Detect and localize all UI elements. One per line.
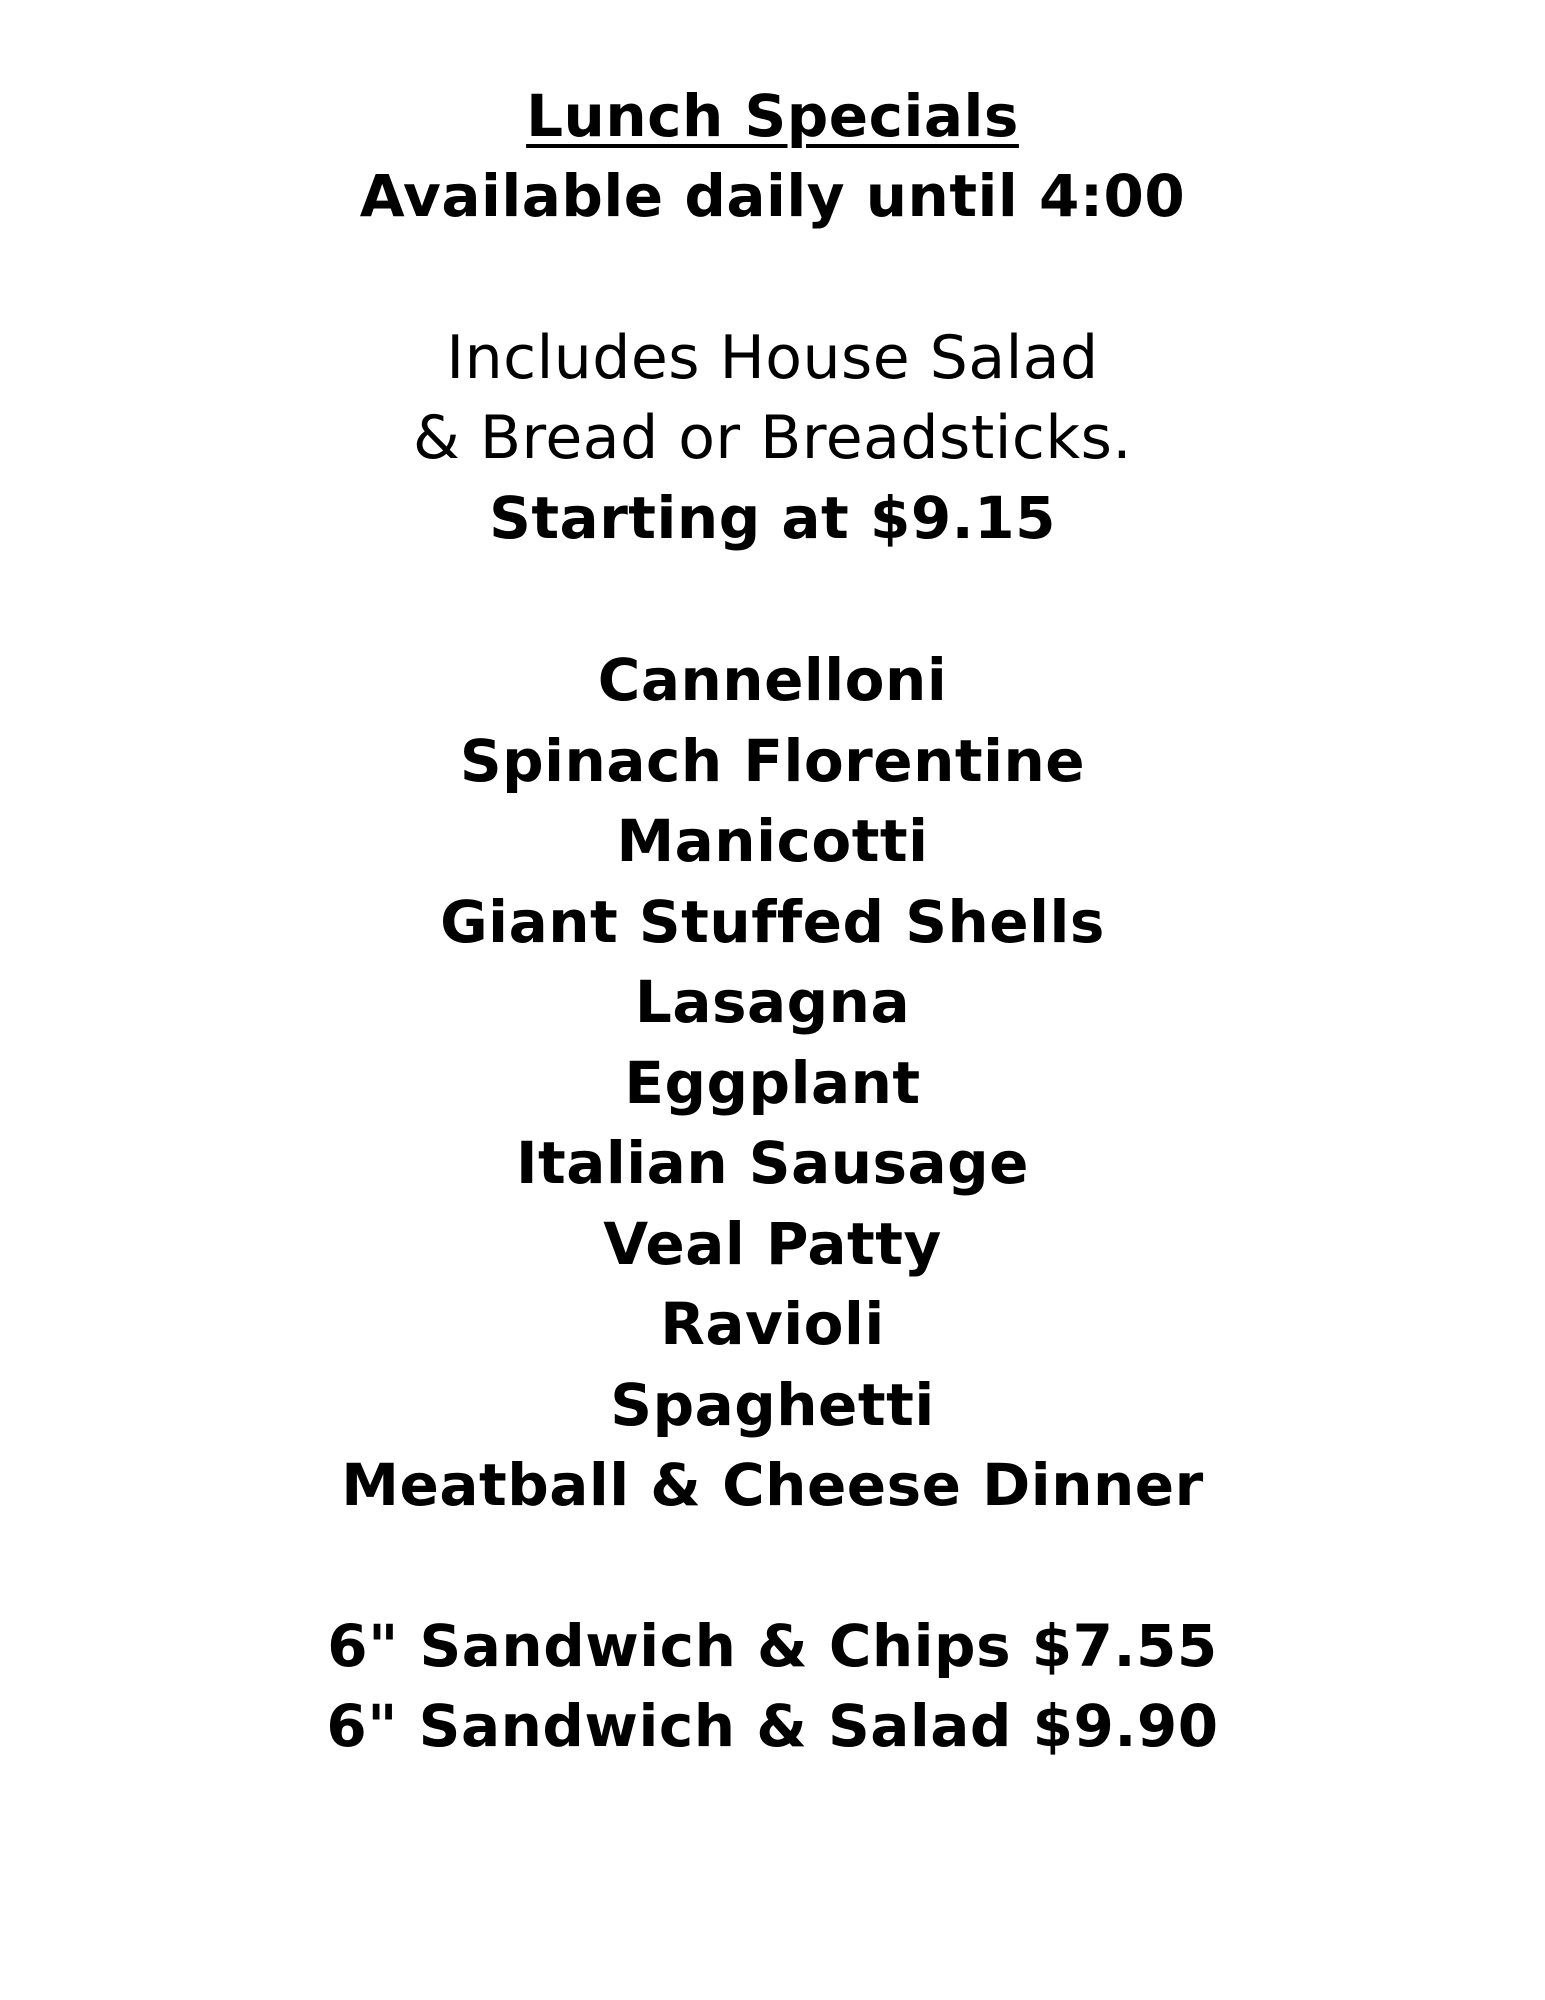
- menu-item: Lasagna: [634, 968, 911, 1036]
- menu-subtitle: Available daily until 4:00: [359, 162, 1186, 230]
- menu-title-text: Lunch Specials: [526, 82, 1019, 150]
- menu-item: Eggplant: [624, 1048, 921, 1117]
- sandwich-options: [0, 1606, 1545, 1766]
- menu-item: Spinach Florentine: [459, 726, 1086, 795]
- sandwich-chips-option: 6" Sandwich & Chips $7.55: [327, 1612, 1218, 1680]
- menu-item: Italian Sausage: [515, 1129, 1030, 1197]
- includes-line-1: Includes House Salad: [446, 323, 1099, 393]
- menu-item: Spaghetti: [610, 1370, 935, 1439]
- menu-item: Meatball & Cheese Dinner: [341, 1451, 1204, 1519]
- starting-price: Starting at $9.15: [489, 484, 1056, 552]
- menu-title: [0, 76, 1545, 156]
- includes-line-2: & Bread or Breadsticks.: [413, 403, 1132, 473]
- sandwich-salad-option: 6" Sandwich & Salad $9.90: [326, 1692, 1219, 1760]
- menu-item: Giant Stuffed Shells: [440, 887, 1105, 956]
- menu-item: Cannelloni: [597, 646, 948, 714]
- menu-item: Ravioli: [660, 1290, 885, 1358]
- menu-items-list: [0, 640, 1545, 1526]
- menu-item: Manicotti: [616, 807, 929, 875]
- menu-item: Veal Patty: [603, 1209, 942, 1278]
